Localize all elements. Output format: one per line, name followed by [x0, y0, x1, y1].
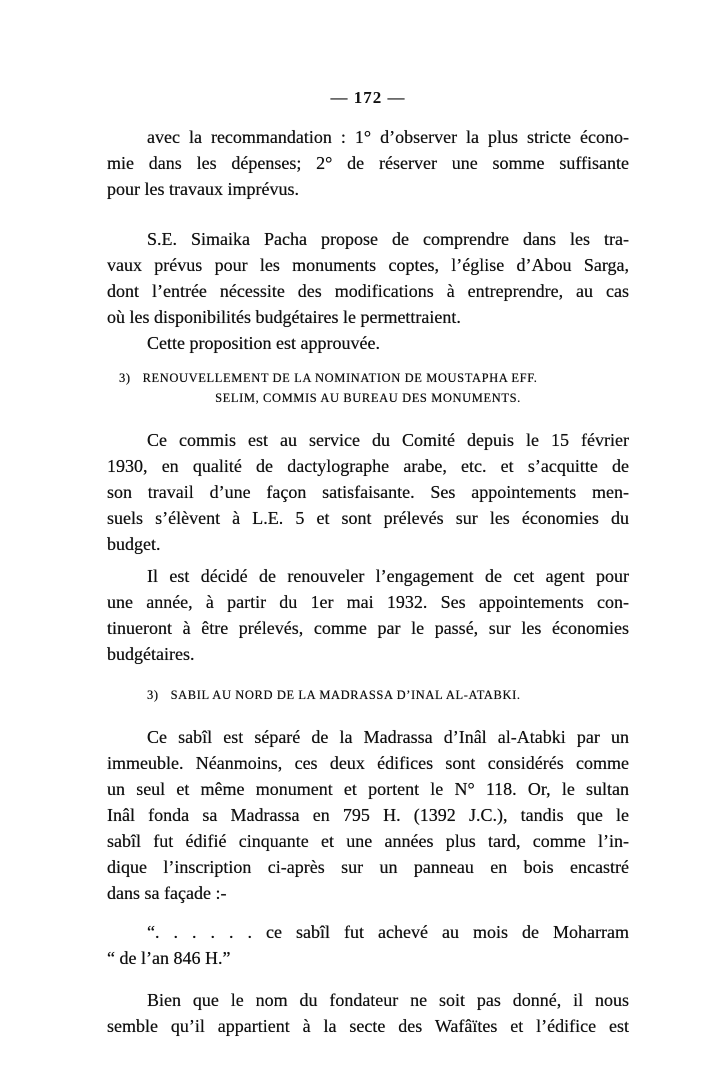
paragraph [107, 987, 629, 1039]
text-line: Il est décidé de renouveler l’engagement de cet agent pour [147, 566, 629, 586]
paragraph [107, 563, 629, 667]
text-line: tinueront à être prélevés, comme par le passé, sur les économies [107, 618, 629, 638]
heading-line: 3) SABIL AU NORD DE LA MADRASSA D’INAL AL-ATABKI. [147, 688, 521, 702]
text-line: 1930, en qualité de dactylographe arabe, etc. et s’acquitte de [107, 456, 629, 476]
text-line: “ de l’an 846 H.” [107, 948, 231, 968]
section-number: 3) [147, 688, 159, 702]
text-line: budget. [107, 534, 161, 554]
text-line: S.E. Simaika Pacha propose de comprendre dans les tra- [147, 229, 629, 249]
text-line: immeuble. Néanmoins, ces deux édifices sont considérés comme [107, 753, 629, 773]
text-line: une année, à partir du 1er mai 1932. Ses appointements con- [107, 592, 629, 612]
text-line: dont l’entrée nécessite des modifications à entreprendre, au cas [107, 281, 629, 301]
text-line: Ce commis est au service du Comité depuis le 15 février [147, 430, 629, 450]
section-heading [107, 685, 629, 705]
text-line: où les disponibilités budgétaires le permettraient. [107, 307, 461, 327]
text-line: suels s’élèvent à L.E. 5 et sont prélevés sur les économies du [107, 508, 629, 528]
paragraph [107, 724, 629, 906]
section-number: 3) [119, 371, 131, 385]
text-line: un seul et même monument et portent le N° 118. Or, le sultan [107, 779, 629, 799]
text-line: dique l’inscription ci-après sur un panneau en bois encastré [107, 857, 629, 877]
paragraph [107, 427, 629, 557]
text-line: son travail d’une façon satisfaisante. Ses appointements men- [107, 482, 629, 502]
text-line: mie dans les dépenses; 2° de réserver une somme suffisante [107, 153, 629, 173]
paragraph [107, 124, 629, 202]
page-number: — 172 — [330, 88, 406, 107]
text-line: Inâl fonda sa Madrassa en 795 H. (1392 J.C.), tandis que le [107, 805, 629, 825]
text-line: budgétaires. [107, 644, 195, 664]
heading-line: 3) RENOUVELLEMENT DE LA NOMINATION DE MOUSTAPHA EFF. [119, 371, 538, 385]
paragraph [107, 919, 629, 971]
text-line: pour les travaux imprévus. [107, 179, 299, 199]
text-line: dans sa façade :- [107, 883, 227, 903]
text-line: Ce sabîl est séparé de la Madrassa d’Inâl al-Atabki par un [147, 727, 629, 747]
text-line: avec la recommandation : 1° d’observer la plus stricte écono- [147, 127, 629, 147]
text-line: sabîl fut édifié cinquante et une années plus tard, comme l’in- [107, 831, 629, 851]
text-line: semble qu’il appartient à la secte des Wafâïtes et l’édifice est [107, 1016, 629, 1036]
section-heading [107, 368, 629, 408]
text-line: “. . . . . . ce sabîl fut achevé au mois de Moharram [147, 922, 629, 942]
paragraph [107, 226, 629, 356]
text-line: Bien que le nom du fondateur ne soit pas donné, il nous [147, 990, 629, 1010]
text-line: Cette proposition est approuvée. [147, 333, 380, 353]
text-line: vaux prévus pour les monuments coptes, l’église d’Abou Sarga, [107, 255, 629, 275]
heading-line: SELIM, COMMIS AU BUREAU DES MONUMENTS. [215, 391, 521, 405]
